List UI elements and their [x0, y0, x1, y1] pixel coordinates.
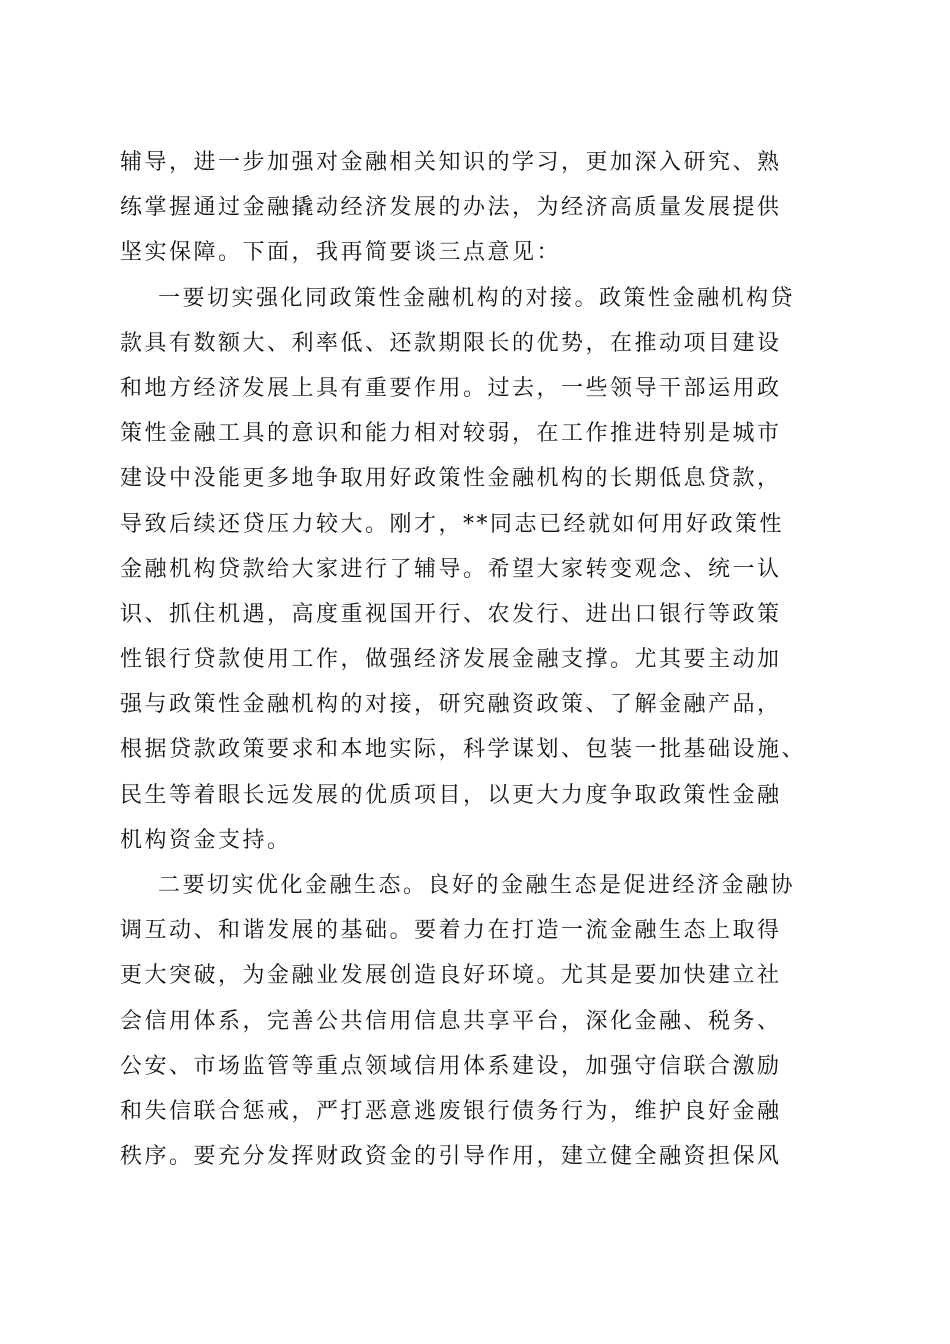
- text-line: 坚实保障。下面，我再简要谈三点意见：: [120, 240, 562, 266]
- text-line: 机构资金支持。: [120, 827, 292, 853]
- text-line: 会信用体系，完善公共信用信息共享平台，深化金融、税务、: [120, 1008, 782, 1034]
- paragraph-first-line: 一要切实强化同政策性金融机构的对接。政策性金融机构贷: [158, 285, 796, 311]
- text-line: 款具有数额大、利率低、还款期限长的优势，在推动项目建设: [120, 330, 782, 356]
- text-line: 民生等着眼长远发展的优质项目，以更大力度争取政策性金融: [120, 782, 782, 808]
- text-line: 更大突破，为金融业发展创造良好环境。尤其是要加快建立社: [120, 963, 782, 989]
- text-line: 练掌握通过金融撬动经济发展的办法，为经济高质量发展提供: [120, 195, 782, 221]
- text-line: 公安、市场监管等重点领域信用体系建设，加强守信联合激励: [120, 1053, 782, 1079]
- text-line: 辅导，进一步加强对金融相关知识的学习，更加深入研究、熟: [120, 150, 782, 175]
- text-line: 调互动、和谐发展的基础。要着力在打造一流金融生态上取得: [120, 918, 782, 944]
- text-line: 秩序。要充分发挥财政资金的引导作用，建立健全融资担保风: [120, 1144, 782, 1170]
- text-line: 导致后续还贷压力较大。刚才，**同志已经就如何用好政策性: [120, 511, 785, 537]
- paragraph-first-line: 二要切实优化金融生态。良好的金融生态是促进经济金融协: [158, 873, 796, 898]
- body-text: [120, 140, 832, 1179]
- text-line: 根据贷款政策要求和本地实际，科学谋划、包装一批基础设施、: [120, 737, 807, 763]
- text-line: 建设中没能更多地争取用好政策性金融机构的长期低息贷款，: [120, 466, 782, 492]
- text-line: 性银行贷款使用工作，做强经济发展金融支撑。尤其要主动加: [120, 647, 782, 673]
- text-line: 策性金融工具的意识和能力相对较弱，在工作推进特别是城市: [120, 421, 782, 447]
- text-line: 和地方经济发展上具有重要作用。过去，一些领导干部运用政: [120, 375, 782, 401]
- text-line: 和失信联合惩戒，严打恶意逃废银行债务行为，维护良好金融: [120, 1098, 782, 1124]
- text-line: 金融机构贷款给大家进行了辅导。希望大家转变观念、统一认: [120, 556, 782, 582]
- text-line: 强与政策性金融机构的对接，研究融资政策、了解金融产品，: [120, 692, 782, 718]
- text-line: 识、抓住机遇，高度重视国开行、农发行、进出口银行等政策: [120, 601, 782, 627]
